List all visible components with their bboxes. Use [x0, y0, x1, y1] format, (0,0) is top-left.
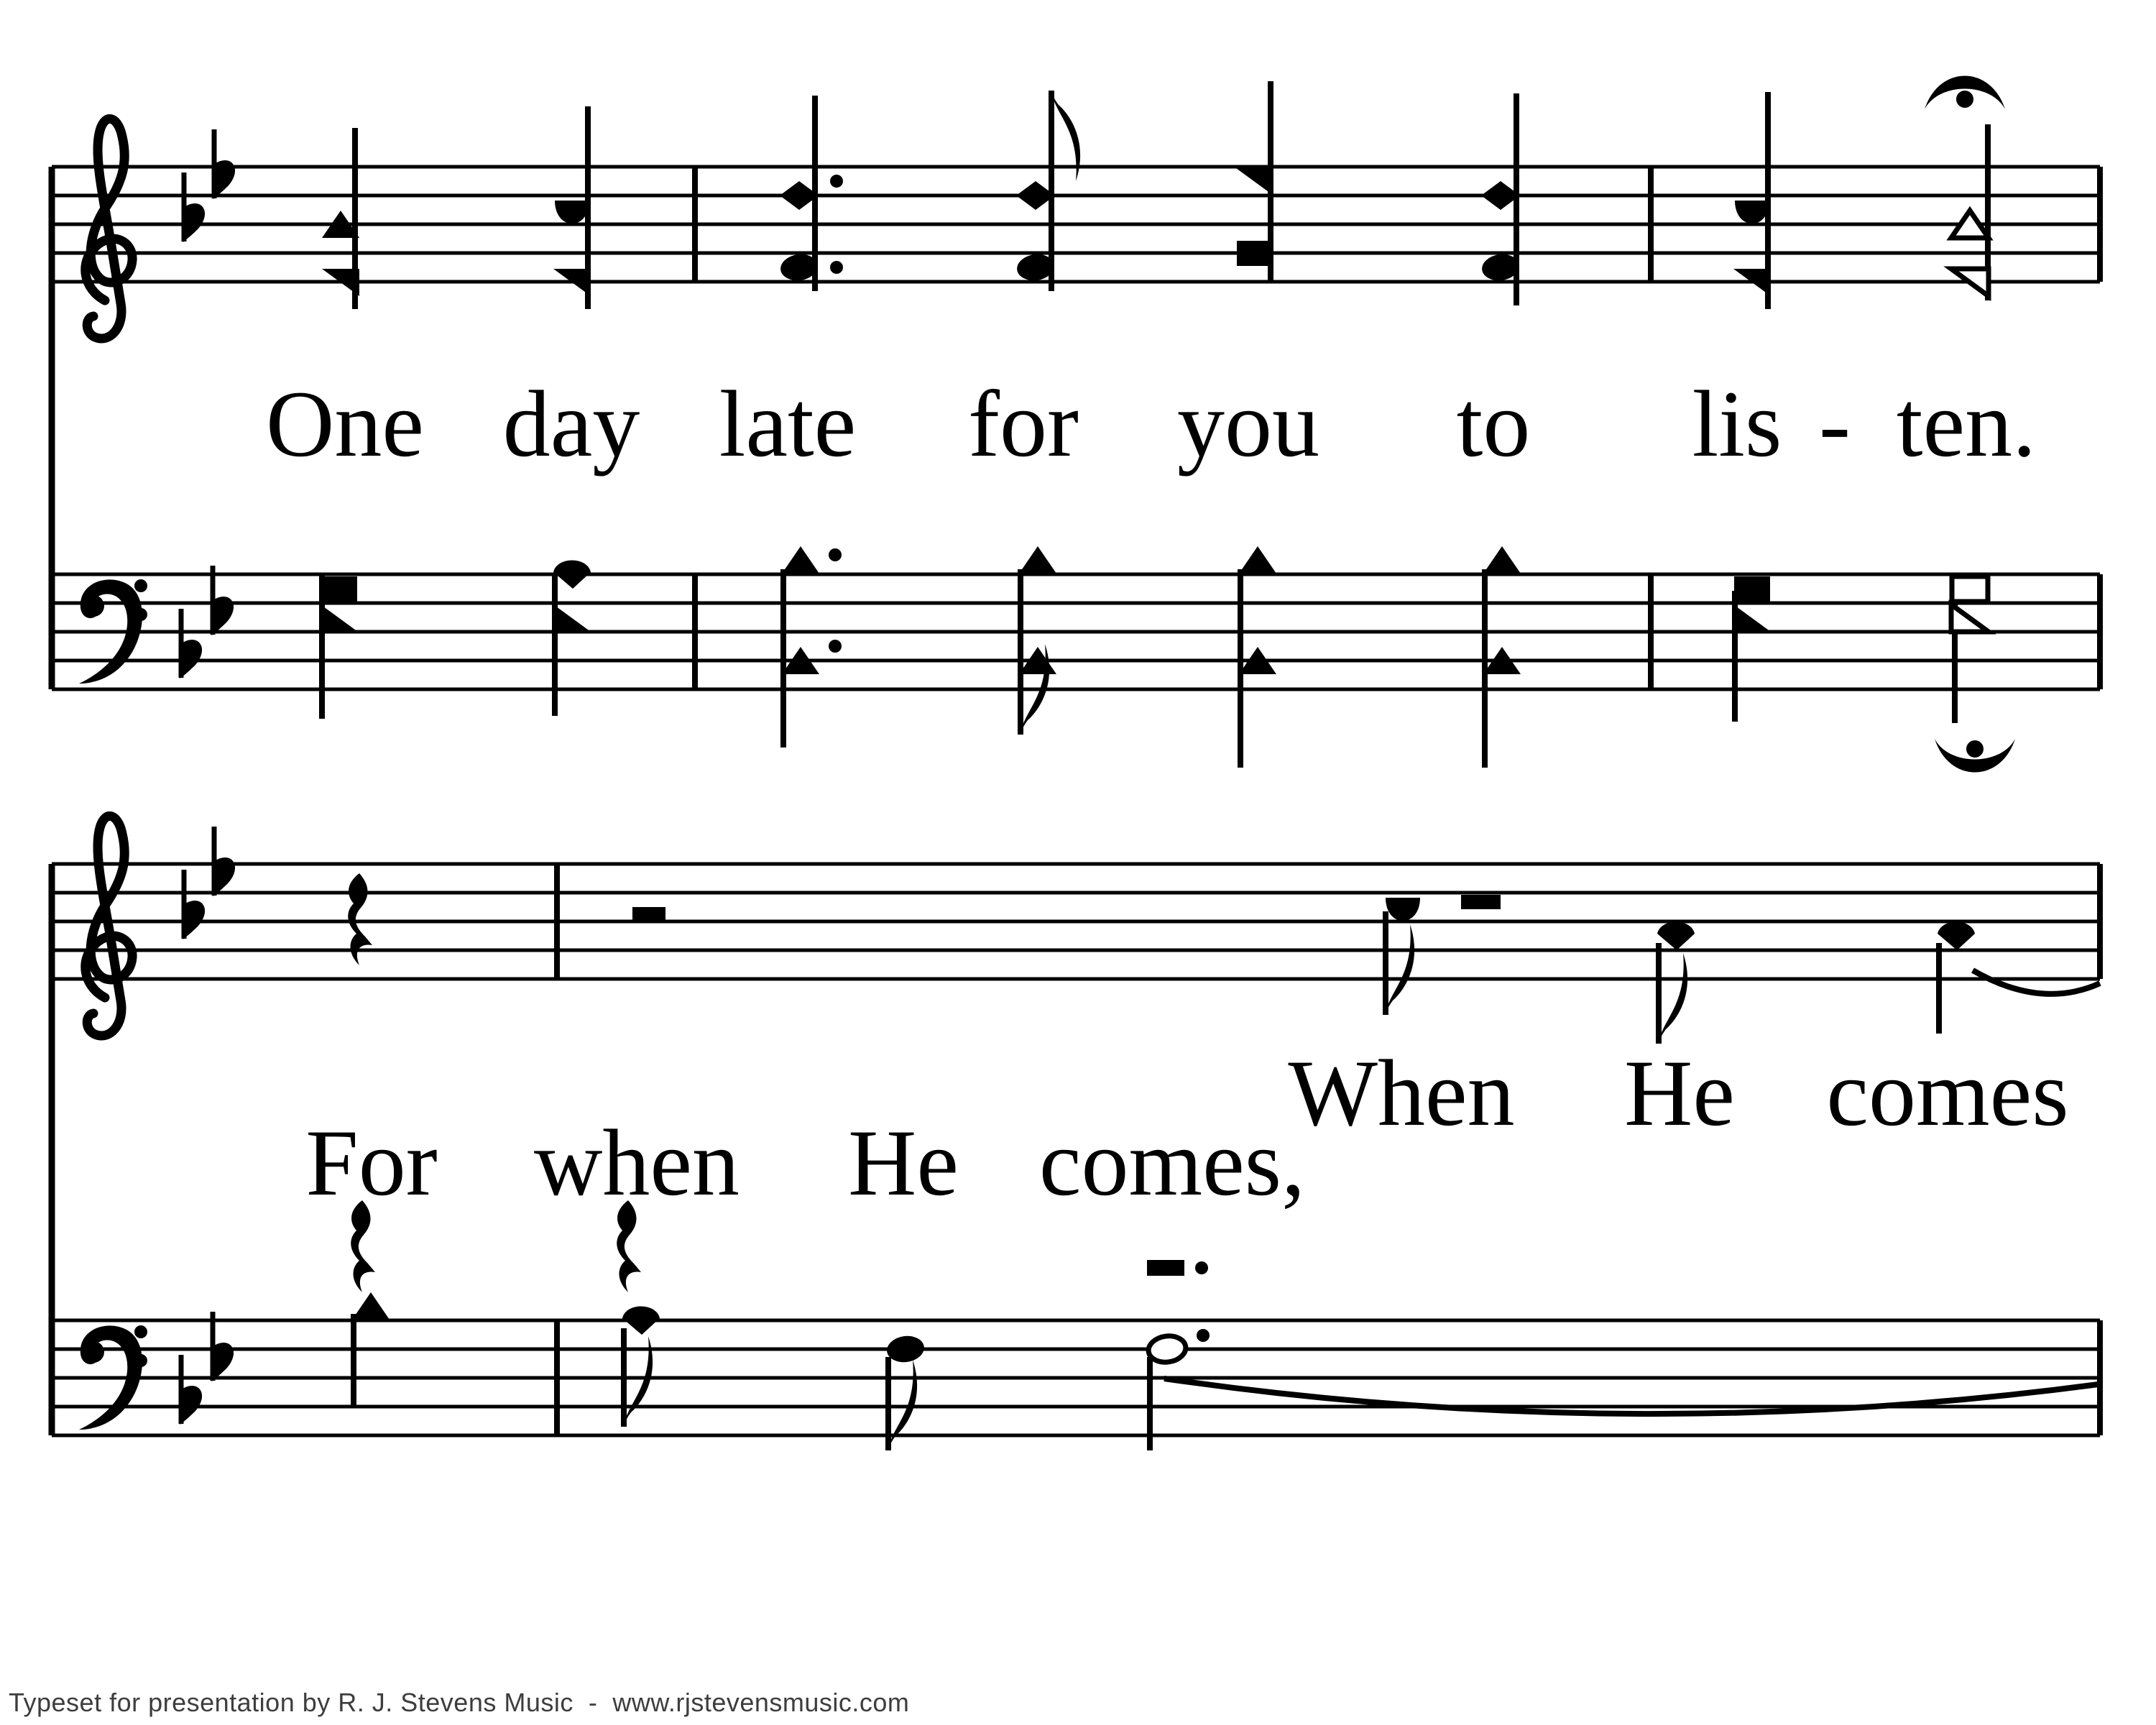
lyric-line-1 — [266, 371, 2036, 477]
augmentation-dot — [830, 175, 843, 188]
tie-slur — [1973, 970, 2100, 994]
lyric-line-2 — [1288, 1040, 2068, 1146]
flat-icon — [184, 172, 204, 242]
notehead-do — [1019, 546, 1056, 574]
notehead-ti — [553, 561, 591, 589]
fermata-inverted-icon — [1935, 739, 2015, 773]
staff-bass-2 — [52, 1312, 2100, 1435]
notehead-do — [1483, 546, 1521, 574]
lyric-word: He — [1624, 1040, 1735, 1146]
rest-bar-icon — [1461, 895, 1501, 909]
notehead-ti — [622, 1307, 660, 1335]
lyric-word: For — [305, 1110, 438, 1215]
flat-icon — [214, 827, 234, 896]
rest-dot — [1195, 1261, 1208, 1274]
lyric-word: when — [534, 1110, 740, 1215]
notehead-re — [1735, 201, 1769, 224]
lyric-word: comes — [1826, 1040, 2069, 1146]
barlines — [52, 167, 2100, 1435]
lyric-word: One — [266, 371, 424, 477]
lyric-word: He — [848, 1110, 959, 1215]
treble-clef-icon — [86, 119, 132, 339]
lyric-word: lis — [1692, 371, 1782, 477]
lyric-word: comes, — [1038, 1110, 1306, 1215]
lyric-word: ten. — [1896, 371, 2037, 477]
augmentation-dot — [830, 261, 843, 274]
notehead-fa2 — [1733, 604, 1771, 632]
staff-bass-1 — [52, 566, 2100, 689]
lyric-line-3 — [305, 1110, 1305, 1215]
notehead-fa2 — [1951, 604, 1989, 632]
rest-bar-icon — [632, 907, 665, 921]
notehead-sol — [1147, 1334, 1188, 1365]
lyric-word: - — [1819, 371, 1851, 477]
notehead-do — [782, 546, 819, 574]
lyric-word: to — [1456, 371, 1531, 477]
notehead-re — [555, 201, 589, 224]
lyric-word: you — [1177, 371, 1319, 477]
notehead-la — [1734, 576, 1770, 602]
notehead-la — [321, 576, 357, 602]
lyric-word: late — [719, 371, 857, 477]
footer-credit: Typeset for presentation by R. J. Stevens Music - www.rjstevensmusic.com — [9, 1688, 910, 1717]
notehead-la — [1952, 576, 1988, 602]
rest-bar-icon — [1147, 1260, 1184, 1276]
note-stems — [322, 81, 1988, 1450]
augmentation-dot — [829, 548, 842, 561]
lyric-word: for — [968, 371, 1079, 477]
flat-icon — [181, 609, 201, 678]
notehead-fa2 — [553, 604, 591, 632]
tie-slur — [1164, 1379, 2099, 1414]
augmentation-dot — [1197, 1329, 1210, 1342]
fermata-icon — [1925, 76, 2005, 110]
lyric-word: day — [502, 371, 640, 477]
notehead-sol — [885, 1334, 926, 1365]
notehead-ti — [1938, 922, 1975, 951]
lyric-word: When — [1288, 1040, 1515, 1146]
augmentation-dot — [829, 640, 842, 653]
notehead-ti — [1657, 922, 1695, 951]
flat-icon — [181, 1355, 201, 1424]
notehead-do — [1239, 546, 1276, 574]
treble-clef-icon — [86, 816, 132, 1036]
notehead-la — [1237, 241, 1273, 266]
notehead-fa2 — [321, 604, 358, 632]
staff-treble-2 — [52, 816, 2100, 1036]
notehead-do — [352, 1292, 390, 1320]
eighth-flag-icon — [1659, 953, 1687, 1044]
flat-icon — [214, 129, 234, 198]
flat-icon — [184, 870, 204, 939]
eighth-flag-icon — [1386, 924, 1414, 1015]
noteheads — [321, 91, 1989, 1450]
notehead-re — [1386, 898, 1420, 921]
